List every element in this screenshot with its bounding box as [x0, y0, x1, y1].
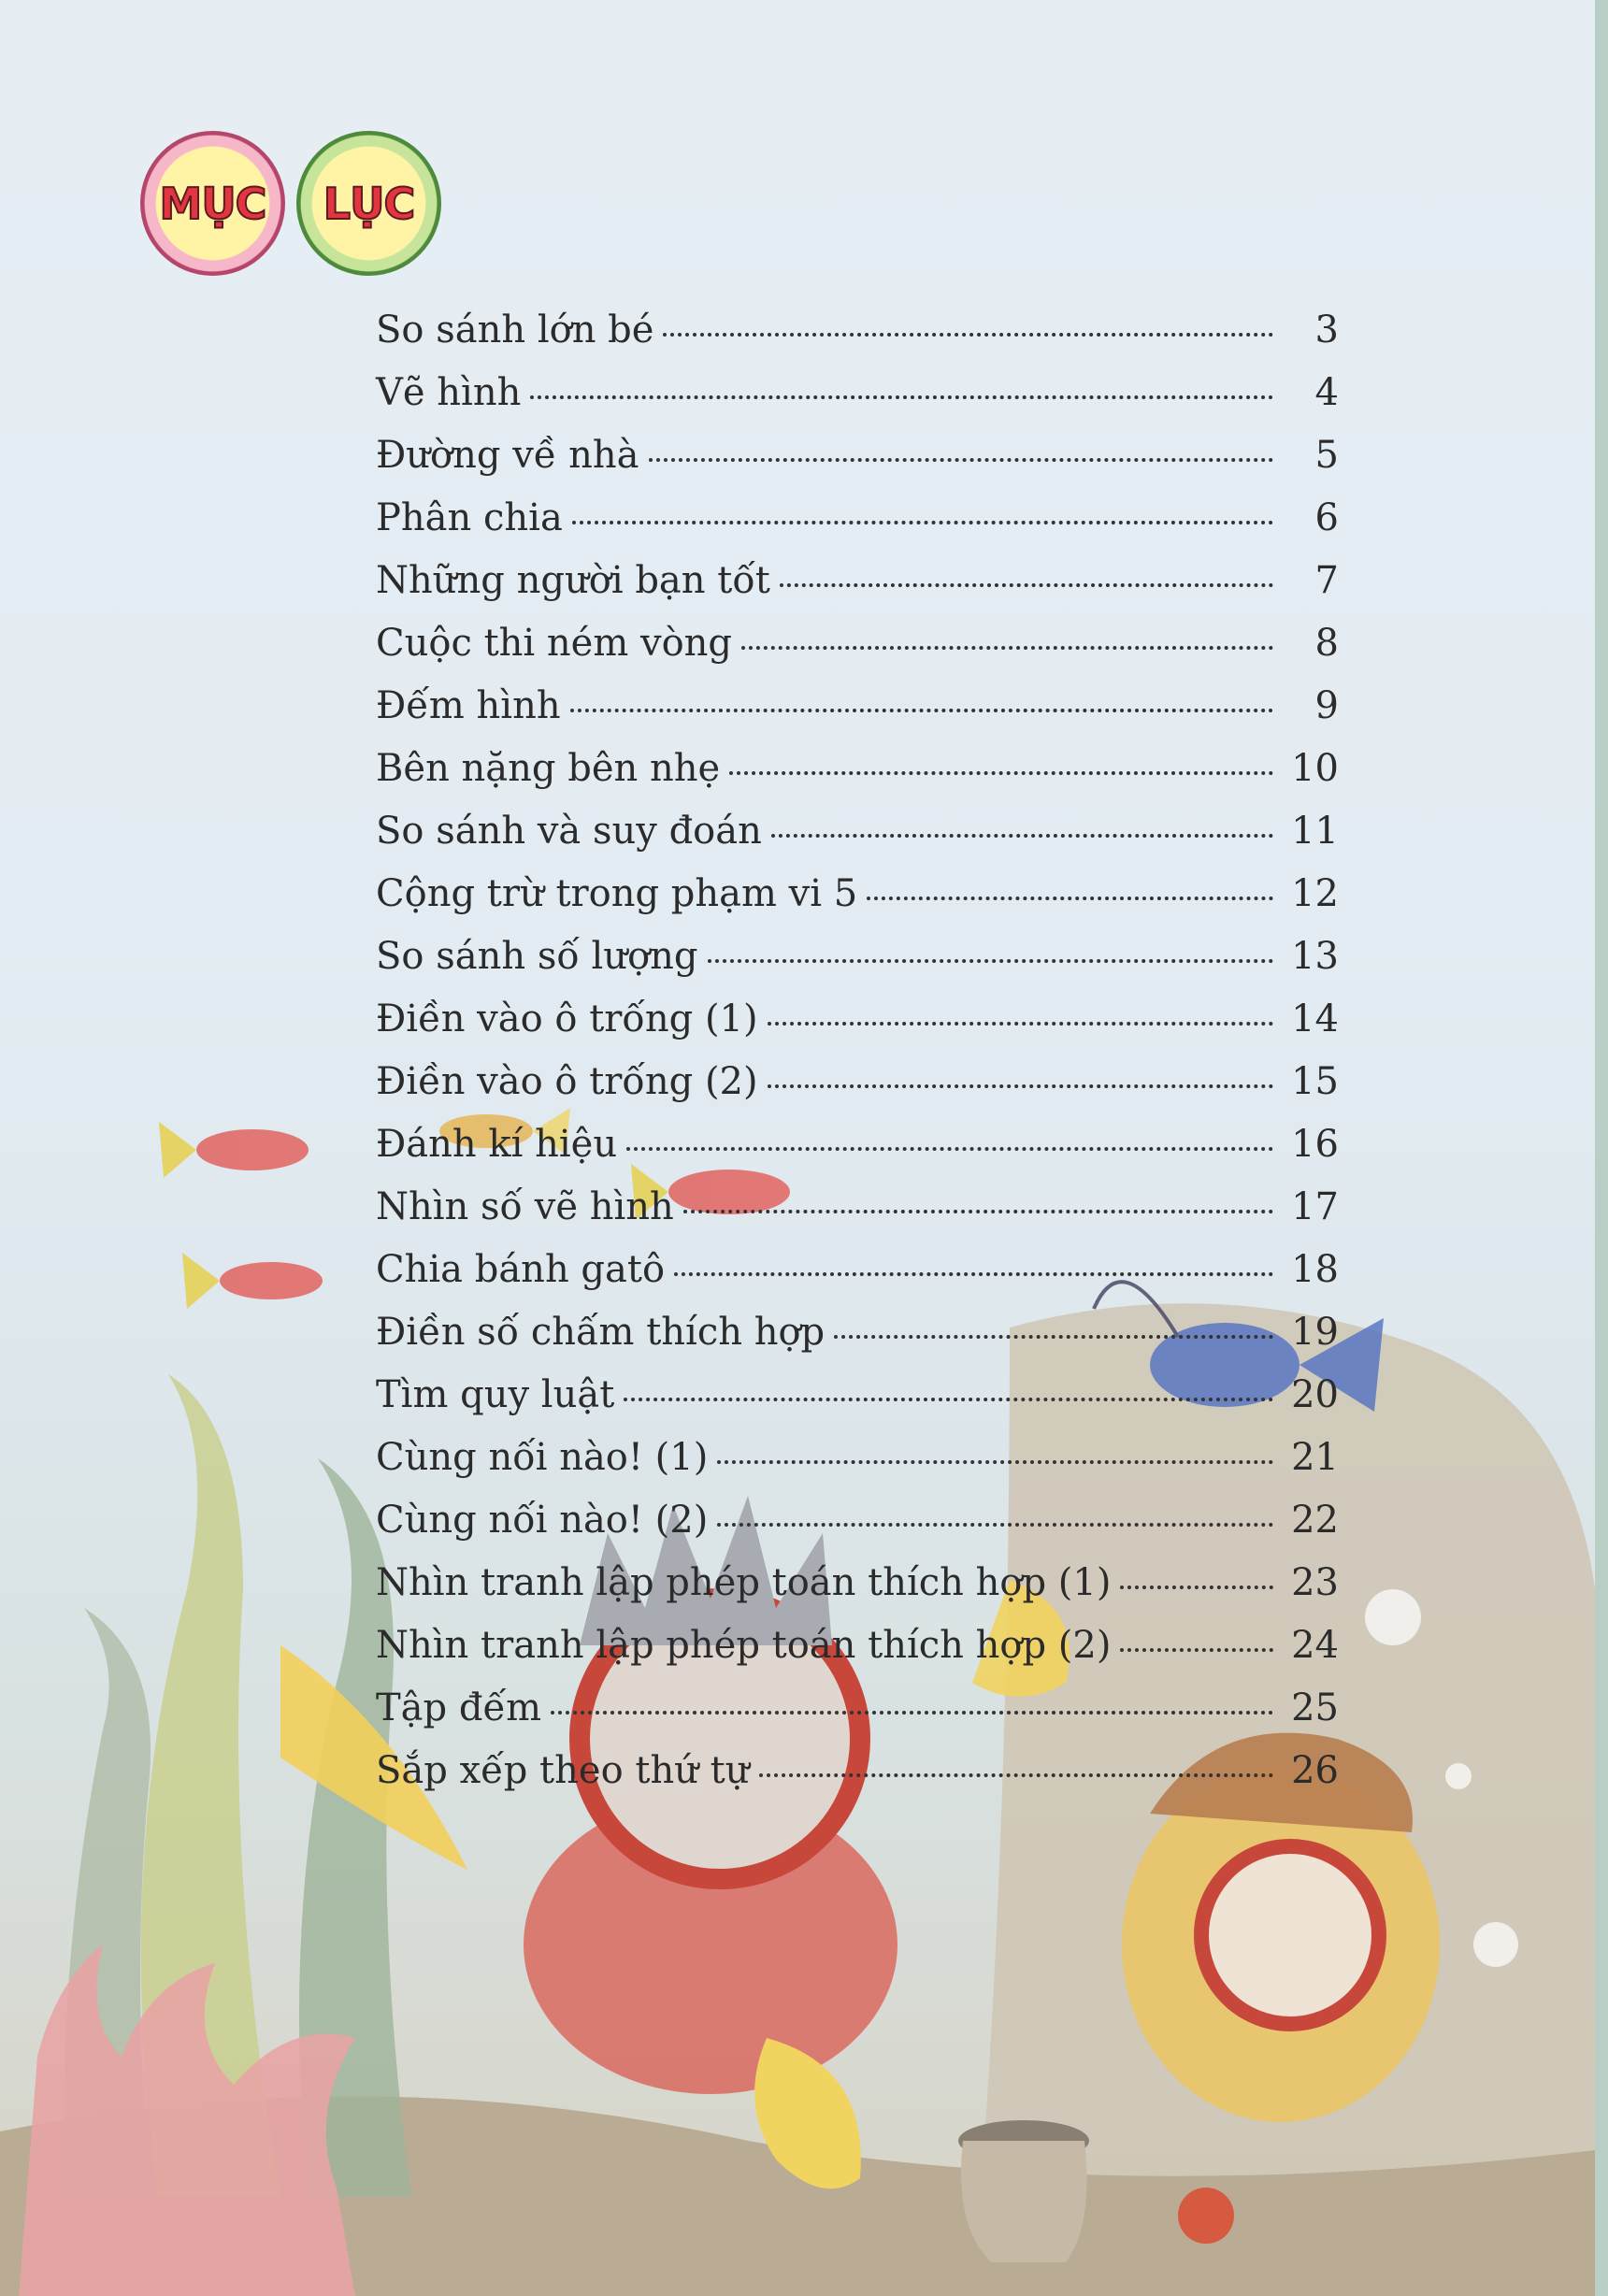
toc-entry-page: 23: [1291, 1561, 1339, 1604]
toc-entry-page: 14: [1291, 997, 1339, 1040]
table-of-contents: [376, 309, 1339, 1812]
toc-entry[interactable]: [376, 1436, 1339, 1499]
dot-leader: [663, 333, 1273, 337]
crab: [1178, 2188, 1234, 2244]
toc-entry-title: Cuộc thi ném vòng: [376, 622, 733, 665]
dot-leader: [626, 1147, 1273, 1151]
toc-entry-page: 16: [1291, 1123, 1339, 1166]
toc-entry-page: 18: [1291, 1248, 1339, 1291]
bubble: [1365, 1589, 1421, 1645]
dot-leader: [867, 897, 1273, 900]
toc-entry-title: Đánh kí hiệu: [376, 1123, 618, 1166]
toc-entry-page: 22: [1291, 1499, 1339, 1542]
toc-entry-title: Điền vào ô trống (1): [376, 997, 758, 1040]
toc-entry[interactable]: [376, 1248, 1339, 1311]
dot-leader: [834, 1335, 1273, 1339]
dot-leader: [572, 521, 1273, 524]
toc-entry-title: Sắp xếp theo thứ tự: [376, 1749, 750, 1792]
dot-leader: [729, 771, 1273, 775]
toc-entry[interactable]: [376, 810, 1339, 872]
toc-entry-title: Đếm hình: [376, 684, 561, 727]
toc-entry[interactable]: [376, 1373, 1339, 1436]
toc-entry-title: Cùng nối nào! (2): [376, 1499, 709, 1542]
dot-leader: [649, 458, 1273, 462]
toc-entry[interactable]: [376, 997, 1339, 1060]
toc-entry[interactable]: [376, 1624, 1339, 1686]
toc-entry-title: Phân chia: [376, 496, 563, 539]
bubble: [1445, 1763, 1472, 1789]
clay-pot: [961, 2141, 1087, 2262]
toc-entry[interactable]: [376, 559, 1339, 622]
toc-entry[interactable]: [376, 1185, 1339, 1248]
title-badge-luc: [296, 131, 441, 276]
toc-entry[interactable]: [376, 434, 1339, 496]
dot-leader: [624, 1398, 1273, 1401]
title-badge-muc: [140, 131, 285, 276]
dot-leader: [674, 1272, 1273, 1276]
dot-leader: [1120, 1648, 1273, 1652]
dot-leader: [570, 709, 1273, 712]
toc-entry-page: 21: [1291, 1436, 1339, 1479]
toc-entry[interactable]: [376, 1686, 1339, 1749]
dot-leader: [1120, 1586, 1273, 1589]
dot-leader: [708, 959, 1273, 963]
dot-leader: [768, 1084, 1273, 1088]
toc-entry[interactable]: [376, 1311, 1339, 1373]
toc-entry-page: 12: [1291, 872, 1339, 915]
dot-leader: [768, 1022, 1273, 1026]
toc-entry[interactable]: [376, 684, 1339, 747]
toc-entry[interactable]: [376, 371, 1339, 434]
toc-entry-page: 11: [1291, 810, 1339, 853]
dot-leader: [717, 1460, 1273, 1464]
toc-entry-title: So sánh số lượng: [376, 935, 698, 978]
toc-entry-title: Đường về nhà: [376, 434, 639, 477]
dot-leader: [551, 1711, 1273, 1715]
toc-entry[interactable]: [376, 1561, 1339, 1624]
title-word-1: MỤC: [159, 178, 266, 229]
toc-entry[interactable]: [376, 496, 1339, 559]
dot-leader: [683, 1210, 1273, 1213]
toc-entry-title: Những người bạn tốt: [376, 559, 770, 602]
toc-entry-title: Tập đếm: [376, 1686, 541, 1729]
toc-entry-page: 13: [1291, 935, 1339, 978]
bubble: [1473, 1922, 1518, 1967]
toc-entry-title: Bên nặng bên nhẹ: [376, 747, 721, 790]
toc-entry[interactable]: [376, 935, 1339, 997]
page-title: [140, 131, 441, 276]
toc-entry-title: Chia bánh gatô: [376, 1248, 666, 1291]
toc-entry-page: 3: [1314, 309, 1339, 352]
dot-leader: [759, 1773, 1273, 1777]
toc-entry-page: 9: [1314, 684, 1339, 727]
toc-entry-title: So sánh lớn bé: [376, 309, 654, 352]
toc-entry-page: 24: [1291, 1624, 1339, 1667]
toc-entry[interactable]: [376, 1749, 1339, 1812]
dog-mask: [1201, 1846, 1379, 2024]
toc-entry-title: Tìm quy luật: [376, 1373, 615, 1416]
dot-leader: [717, 1523, 1273, 1527]
toc-entry[interactable]: [376, 872, 1339, 935]
toc-entry[interactable]: [376, 309, 1339, 371]
toc-entry-title: So sánh và suy đoán: [376, 810, 762, 853]
toc-entry-page: 17: [1291, 1185, 1339, 1228]
fish-1: [159, 1122, 309, 1178]
toc-entry-page: 4: [1314, 371, 1339, 414]
title-word-2: LỤC: [323, 178, 415, 229]
toc-entry-page: 8: [1314, 622, 1339, 665]
dot-leader: [741, 646, 1273, 650]
toc-entry-title: Nhìn tranh lập phép toán thích hợp (1): [376, 1561, 1112, 1604]
toc-entry-title: Cùng nối nào! (1): [376, 1436, 709, 1479]
toc-entry-page: 20: [1291, 1373, 1339, 1416]
toc-entry-page: 15: [1291, 1060, 1339, 1103]
toc-entry[interactable]: [376, 1499, 1339, 1561]
toc-entry-title: Điền vào ô trống (2): [376, 1060, 758, 1103]
dot-leader: [780, 583, 1273, 587]
toc-entry[interactable]: [376, 747, 1339, 810]
toc-entry-page: 5: [1314, 434, 1339, 477]
toc-entry-title: Vẽ hình: [376, 371, 522, 414]
toc-entry-title: Cộng trừ trong phạm vi 5: [376, 872, 858, 915]
toc-entry[interactable]: [376, 1123, 1339, 1185]
toc-entry[interactable]: [376, 622, 1339, 684]
toc-entry-page: 26: [1291, 1749, 1339, 1792]
toc-entry-title: Điền số chấm thích hợp: [376, 1311, 826, 1354]
toc-entry-title: Nhìn số vẽ hình: [376, 1185, 674, 1228]
dot-leader: [530, 395, 1273, 399]
dot-leader: [771, 834, 1273, 838]
toc-entry-page: 19: [1291, 1311, 1339, 1354]
toc-entry[interactable]: [376, 1060, 1339, 1123]
toc-entry-page: 10: [1291, 747, 1339, 790]
fish-3: [182, 1253, 323, 1309]
toc-entry-title: Nhìn tranh lập phép toán thích hợp (2): [376, 1624, 1112, 1667]
toc-entry-page: 7: [1314, 559, 1339, 602]
toc-entry-page: 6: [1314, 496, 1339, 539]
toc-entry-page: 25: [1291, 1686, 1339, 1729]
